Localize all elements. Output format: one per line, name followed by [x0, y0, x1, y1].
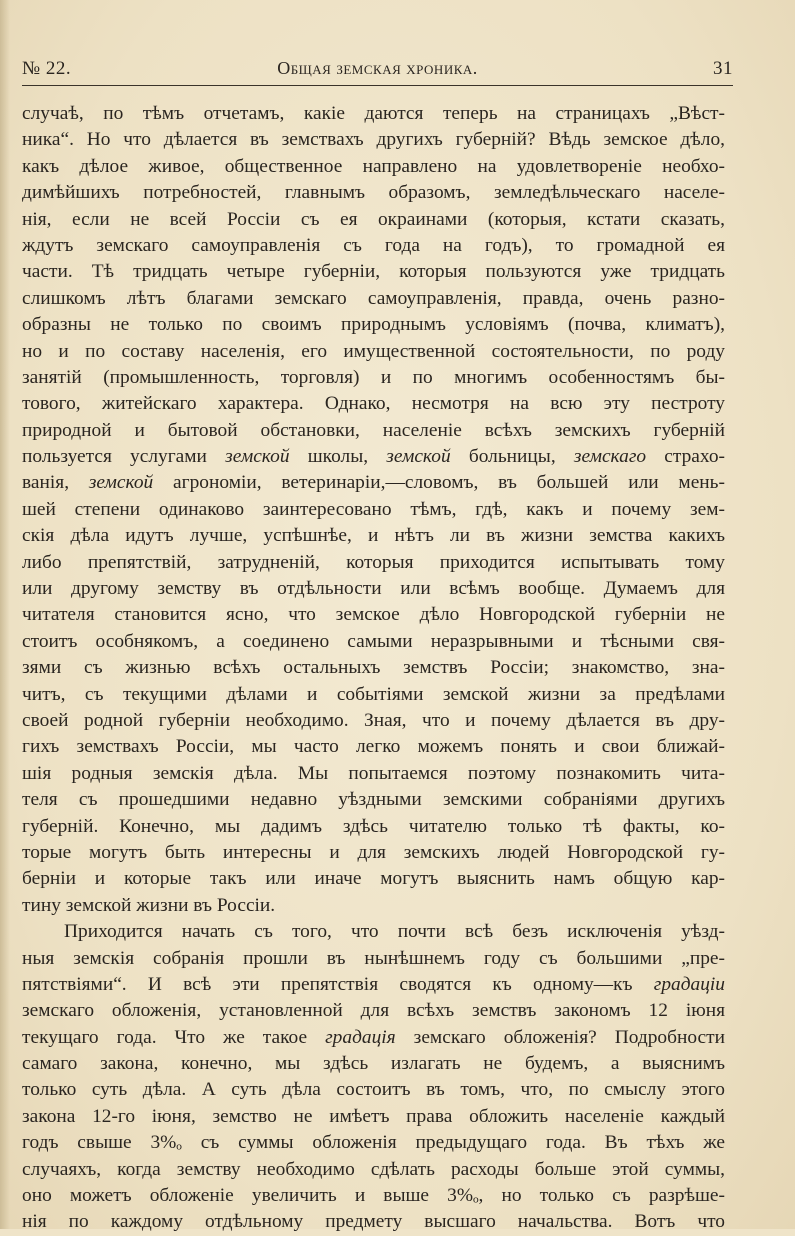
text-line: тину земской жизни въ Россіи. — [22, 894, 276, 916]
text-line: какъ дѣлое живое, общественное направлено на удовлетвореніе необхо- — [22, 155, 725, 177]
text-line: либо препятствій, затрудненій, которыя приходится испытывать тому — [22, 551, 725, 573]
page-edge-shadow — [0, 0, 10, 1229]
header-rule — [22, 85, 733, 86]
text-line: текущаго года. Что же такое градація земскаго обложенія? Подробности — [22, 1026, 725, 1048]
text-line: самаго закона, конечно, мы здѣсь излагать не будемъ, а выяснимъ — [22, 1053, 725, 1075]
text-line: ванія, земской агрономіи, ветеринаріи,—словомъ, въ большей или мень- — [22, 472, 725, 494]
text-line: пользуется услугами земской школы, земской больницы, земскаго страхо- — [22, 446, 725, 468]
text-line: читателя становится ясно, что земское дѣло Новгородской губерніи не — [22, 604, 725, 626]
text-line: торые могутъ быть интересны и для земскихъ людей Новгородской гу- — [22, 841, 725, 863]
text-line: нія, если не всей Россіи съ ея окраинами (которыя, кстати сказать, — [22, 208, 725, 230]
text-line: ника“. Но что дѣлается въ земствахъ другихъ губерній? Вѣдь земское дѣло, — [22, 129, 725, 151]
text-line: шія родныя земскія дѣла. Мы попытаемся поэтому познакомить чита- — [22, 762, 725, 784]
italic-emphasis: земской — [225, 446, 290, 468]
text-line: части. Тѣ тридцать четыре губерніи, которыя пользуются уже тридцать — [22, 261, 725, 283]
text-line: своей родной губерніи необходимо. Зная, что и почему дѣлается въ дру- — [22, 709, 725, 731]
text-line: годъ свыше 3%ₒ съ суммы обложенія предыдущаго года. Въ тѣхъ же — [22, 1132, 725, 1154]
italic-emphasis: земской — [386, 446, 451, 468]
text-line: занятій (промышленность, торговля) и по многимъ особенностямъ бы- — [22, 366, 725, 388]
text-line: случаѣ, по тѣмъ отчетамъ, какіе даются теперь на страницахъ „Вѣст- — [22, 103, 725, 124]
text-line: стоитъ особнякомъ, а соединено самыми неразрывными и тѣсными свя- — [22, 630, 725, 652]
text-line: ныя земскія собранія прошли въ нынѣшнемъ году съ большими „пре- — [22, 947, 725, 969]
text-line: теля съ прошедшими недавно уѣздными земскими собраніями другихъ — [22, 789, 725, 811]
running-header — [22, 58, 733, 84]
text-line: читъ, съ текущими дѣлами и событіями земской жизни за предѣлами — [22, 683, 725, 705]
text-line: но и по составу населенія, его имущественной состоятельности, по роду — [22, 340, 725, 362]
text-line: природной и бытовой обстановки, населеніе всѣхъ земскихъ губерній — [22, 419, 725, 441]
text-line: Приходится начать съ того, что почти всѣ безъ исключенія уѣзд- — [64, 921, 725, 943]
text-line: или другому земству въ отдѣльности или всѣмъ вообще. Думаемъ для — [22, 578, 725, 600]
italic-emphasis: земской — [88, 472, 154, 494]
body-text — [22, 101, 725, 1236]
text-line: только суть дѣла. А суть дѣла состоитъ въ томъ, что, по смыслу этого — [22, 1079, 725, 1101]
text-line: пятствіями“. И всѣ эти препятствія сводятся къ одному—къ градаціи — [22, 973, 725, 995]
text-line: земскаго обложенія, установленной для всѣхъ земствъ закономъ 12 іюня — [22, 1000, 725, 1022]
italic-emphasis: земскаго — [573, 446, 647, 468]
text-line: берніи и которые такъ или иначе могутъ выяснить намъ общую кар- — [22, 868, 725, 890]
text-line: тового, житейскаго характера. Однако, несмотря на всю эту пестроту — [22, 393, 725, 415]
italic-emphasis: градація — [325, 1026, 396, 1048]
text-line: слишкомъ лѣтъ благами земскаго самоуправленія, правда, очень разно- — [22, 287, 725, 309]
text-line: закона 12-го іюня, земство не имѣетъ права обложить населеніе каждый — [22, 1105, 725, 1127]
text-line: ждутъ земскаго самоуправленія съ года на годъ), то громадной ея — [22, 234, 725, 256]
text-line: зями съ жизнью всѣхъ остальныхъ земствъ Россіи; знакомство, зна- — [22, 657, 725, 679]
text-line: нія по каждому отдѣльному предмету высшаго начальства. Вотъ что — [22, 1211, 725, 1233]
text-line: образны не только по своимъ природнымъ условіямъ (почва, климатъ), — [22, 314, 725, 336]
text-line: гихъ земствахъ Россіи, мы часто легко можемъ понять и свои ближай- — [22, 736, 725, 758]
italic-emphasis: градаціи — [653, 973, 725, 995]
text-line: губерній. Конечно, мы дадимъ здѣсь читателю только тѣ факты, ко- — [22, 815, 725, 837]
issue-number: № 22. — [22, 58, 72, 79]
text-line: скія дѣла идутъ лучше, успѣшнѣе, и нѣтъ ли въ жизни земства какихъ — [22, 525, 725, 547]
text-line: случаяхъ, когда земству необходимо сдѣлать расходы больше этой суммы, — [22, 1158, 725, 1180]
page-number: 31 — [713, 58, 733, 79]
running-title: Общая земская хроника. — [277, 58, 478, 78]
text-line: оно можетъ обложеніе увеличить и выше 3%ₒ, но только съ разрѣше- — [22, 1185, 725, 1207]
text-line: димѣйшихъ потребностей, главнымъ образомъ, земледѣльческаго населе- — [22, 182, 725, 204]
text-line: шей степени одинаково заинтересовано тѣмъ, гдѣ, какъ и почему зем- — [22, 498, 725, 520]
